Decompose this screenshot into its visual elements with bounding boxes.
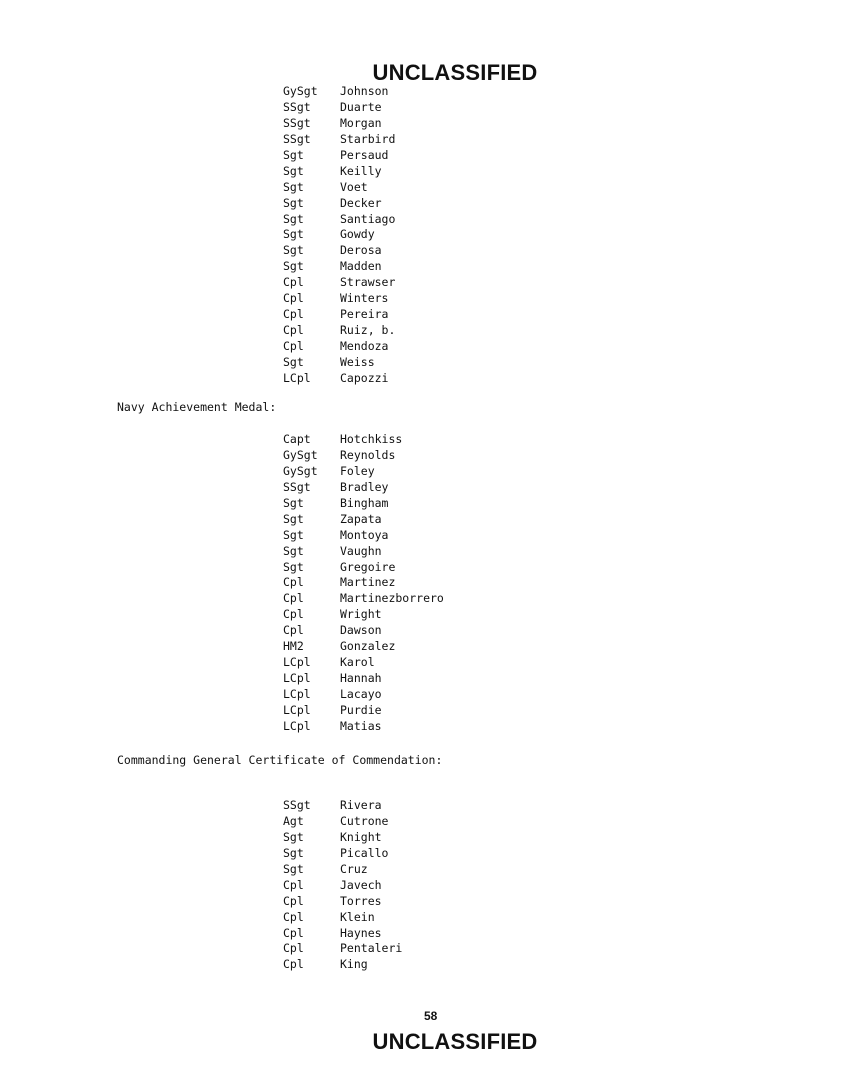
list-item (283, 259, 395, 275)
name: Hannah (340, 671, 382, 686)
name: Gonzalez (340, 639, 396, 654)
list-item (283, 926, 402, 942)
list-item (283, 275, 395, 291)
name: Cutrone (340, 813, 389, 828)
name: Starbird (340, 131, 396, 146)
rank: Sgt (283, 861, 304, 876)
list-item (283, 623, 444, 639)
rank: Sgt (283, 543, 304, 558)
rank: Sgt (283, 559, 304, 574)
name: Purdie (340, 702, 382, 717)
rank: Cpl (283, 957, 304, 972)
name: Keilly (340, 163, 382, 178)
rank: Cpl (283, 623, 304, 638)
list-item (283, 323, 395, 339)
name: Strawser (340, 275, 396, 290)
name: Madden (340, 259, 382, 274)
list-item (283, 575, 444, 591)
list-item (283, 703, 444, 719)
list-item (283, 639, 444, 655)
list-item (283, 528, 444, 544)
list-item (283, 957, 402, 973)
name: Wright (340, 607, 382, 622)
list-item (283, 243, 395, 259)
award-list-navy-achievement-medal (283, 432, 444, 735)
rank: Sgt (283, 243, 304, 258)
rank: Cpl (283, 307, 304, 322)
rank: Sgt (283, 147, 304, 162)
list-item (283, 355, 395, 371)
name: Derosa (340, 243, 382, 258)
rank: GySgt (283, 84, 318, 98)
award-list-cg-certificate (283, 798, 402, 973)
list-item (283, 480, 444, 496)
rank: GySgt (283, 463, 318, 478)
list-item (283, 894, 402, 910)
rank: Sgt (283, 179, 304, 194)
name: Vaughn (340, 543, 382, 558)
list-item (283, 560, 444, 576)
name: Duarte (340, 99, 382, 114)
name: Pentaleri (340, 941, 403, 956)
name: Bingham (340, 495, 389, 510)
page-number: 58 (424, 1009, 438, 1023)
name: Karol (340, 655, 375, 670)
name: Mendoza (340, 339, 389, 353)
name: Morgan (340, 115, 382, 130)
rank: Cpl (283, 925, 304, 940)
name: Torres (340, 893, 382, 908)
rank: Cpl (283, 893, 304, 908)
classification-header: UNCLASSIFIED (372, 60, 538, 85)
rank: LCpl (283, 702, 311, 717)
rank: LCpl (283, 687, 311, 701)
classification-footer: UNCLASSIFIED (372, 1029, 538, 1054)
list-item (283, 164, 395, 180)
name: Foley (340, 463, 375, 478)
rank: Sgt (283, 211, 304, 226)
rank: Cpl (283, 607, 304, 622)
rank: Sgt (283, 527, 304, 542)
rank: Sgt (283, 259, 304, 274)
rank: SSgt (283, 131, 311, 146)
rank: Sgt (283, 195, 304, 210)
list-item (283, 212, 395, 228)
list-item (283, 148, 395, 164)
rank: Cpl (283, 909, 304, 924)
name: Gowdy (340, 227, 375, 242)
list-item (283, 687, 444, 703)
rank: Cpl (283, 275, 304, 290)
rank: Cpl (283, 877, 304, 892)
rank: LCpl (283, 655, 311, 670)
name: Pereira (340, 307, 389, 322)
name: Bradley (340, 479, 389, 494)
list-item (283, 814, 402, 830)
name: Zapata (340, 511, 382, 526)
name: Persaud (340, 147, 389, 162)
rank: Sgt (283, 511, 304, 526)
name: Montoya (340, 527, 389, 542)
section-heading-navy-achievement-medal: Navy Achievement Medal: (117, 400, 277, 414)
list-item (283, 227, 395, 243)
section-heading-cg-certificate: Commanding General Certificate of Commendation: (117, 753, 443, 767)
list-item (283, 607, 444, 623)
name: Winters (340, 291, 389, 306)
rank: Sgt (283, 227, 304, 242)
rank: HM2 (283, 639, 304, 654)
award-list-1 (283, 84, 395, 387)
rank: SSgt (283, 798, 311, 812)
name: Ruiz, b. (340, 323, 396, 338)
name: Cruz (340, 861, 368, 876)
rank: Agt (283, 813, 304, 828)
list-item (283, 180, 395, 196)
list-item (283, 719, 444, 735)
rank: SSgt (283, 479, 311, 494)
rank: LCpl (283, 718, 311, 733)
name: Rivera (340, 798, 382, 812)
rank: SSgt (283, 99, 311, 114)
rank: Sgt (283, 495, 304, 510)
list-item (283, 798, 402, 814)
list-item (283, 544, 444, 560)
list-item (283, 371, 395, 387)
name: Johnson (340, 84, 389, 98)
name: Santiago (340, 211, 396, 226)
rank: Sgt (283, 829, 304, 844)
name: King (340, 957, 368, 972)
name: Martinez (340, 575, 396, 590)
list-item (283, 910, 402, 926)
name: Picallo (340, 845, 389, 860)
list-item (283, 339, 395, 355)
list-item (283, 512, 444, 528)
name: Lacayo (340, 687, 382, 701)
rank: Sgt (283, 354, 304, 369)
name: Klein (340, 909, 375, 924)
name: Reynolds (340, 447, 396, 462)
name: Dawson (340, 623, 382, 638)
list-item (283, 84, 395, 100)
list-item (283, 862, 402, 878)
list-item (283, 496, 444, 512)
name: Knight (340, 829, 382, 844)
list-item (283, 591, 444, 607)
list-item (283, 830, 402, 846)
list-item (283, 671, 444, 687)
rank: LCpl (283, 370, 311, 385)
rank: Cpl (283, 291, 304, 306)
rank: Cpl (283, 591, 304, 606)
rank: Cpl (283, 941, 304, 956)
rank: Sgt (283, 163, 304, 178)
name: Voet (340, 179, 368, 194)
name: Capozzi (340, 370, 389, 385)
rank: Capt (283, 432, 311, 446)
list-item (283, 846, 402, 862)
name: Haynes (340, 925, 382, 940)
list-item (283, 655, 444, 671)
list-item (283, 307, 395, 323)
list-item (283, 132, 395, 148)
list-item (283, 464, 444, 480)
list-item (283, 941, 402, 957)
name: Matias (340, 718, 382, 733)
name: Decker (340, 195, 382, 210)
name: Hotchkiss (340, 432, 403, 446)
rank: Sgt (283, 845, 304, 860)
rank: Cpl (283, 323, 304, 338)
rank: GySgt (283, 447, 318, 462)
rank: LCpl (283, 671, 311, 686)
list-item (283, 291, 395, 307)
list-item (283, 878, 402, 894)
name: Martinezborrero (340, 591, 444, 606)
list-item (283, 100, 395, 116)
name: Gregoire (340, 559, 396, 574)
rank: SSgt (283, 115, 311, 130)
list-item (283, 196, 395, 212)
name: Javech (340, 877, 382, 892)
list-item (283, 448, 444, 464)
list-item (283, 432, 444, 448)
rank: Cpl (283, 339, 304, 353)
rank: Cpl (283, 575, 304, 590)
list-item (283, 116, 395, 132)
name: Weiss (340, 354, 375, 369)
